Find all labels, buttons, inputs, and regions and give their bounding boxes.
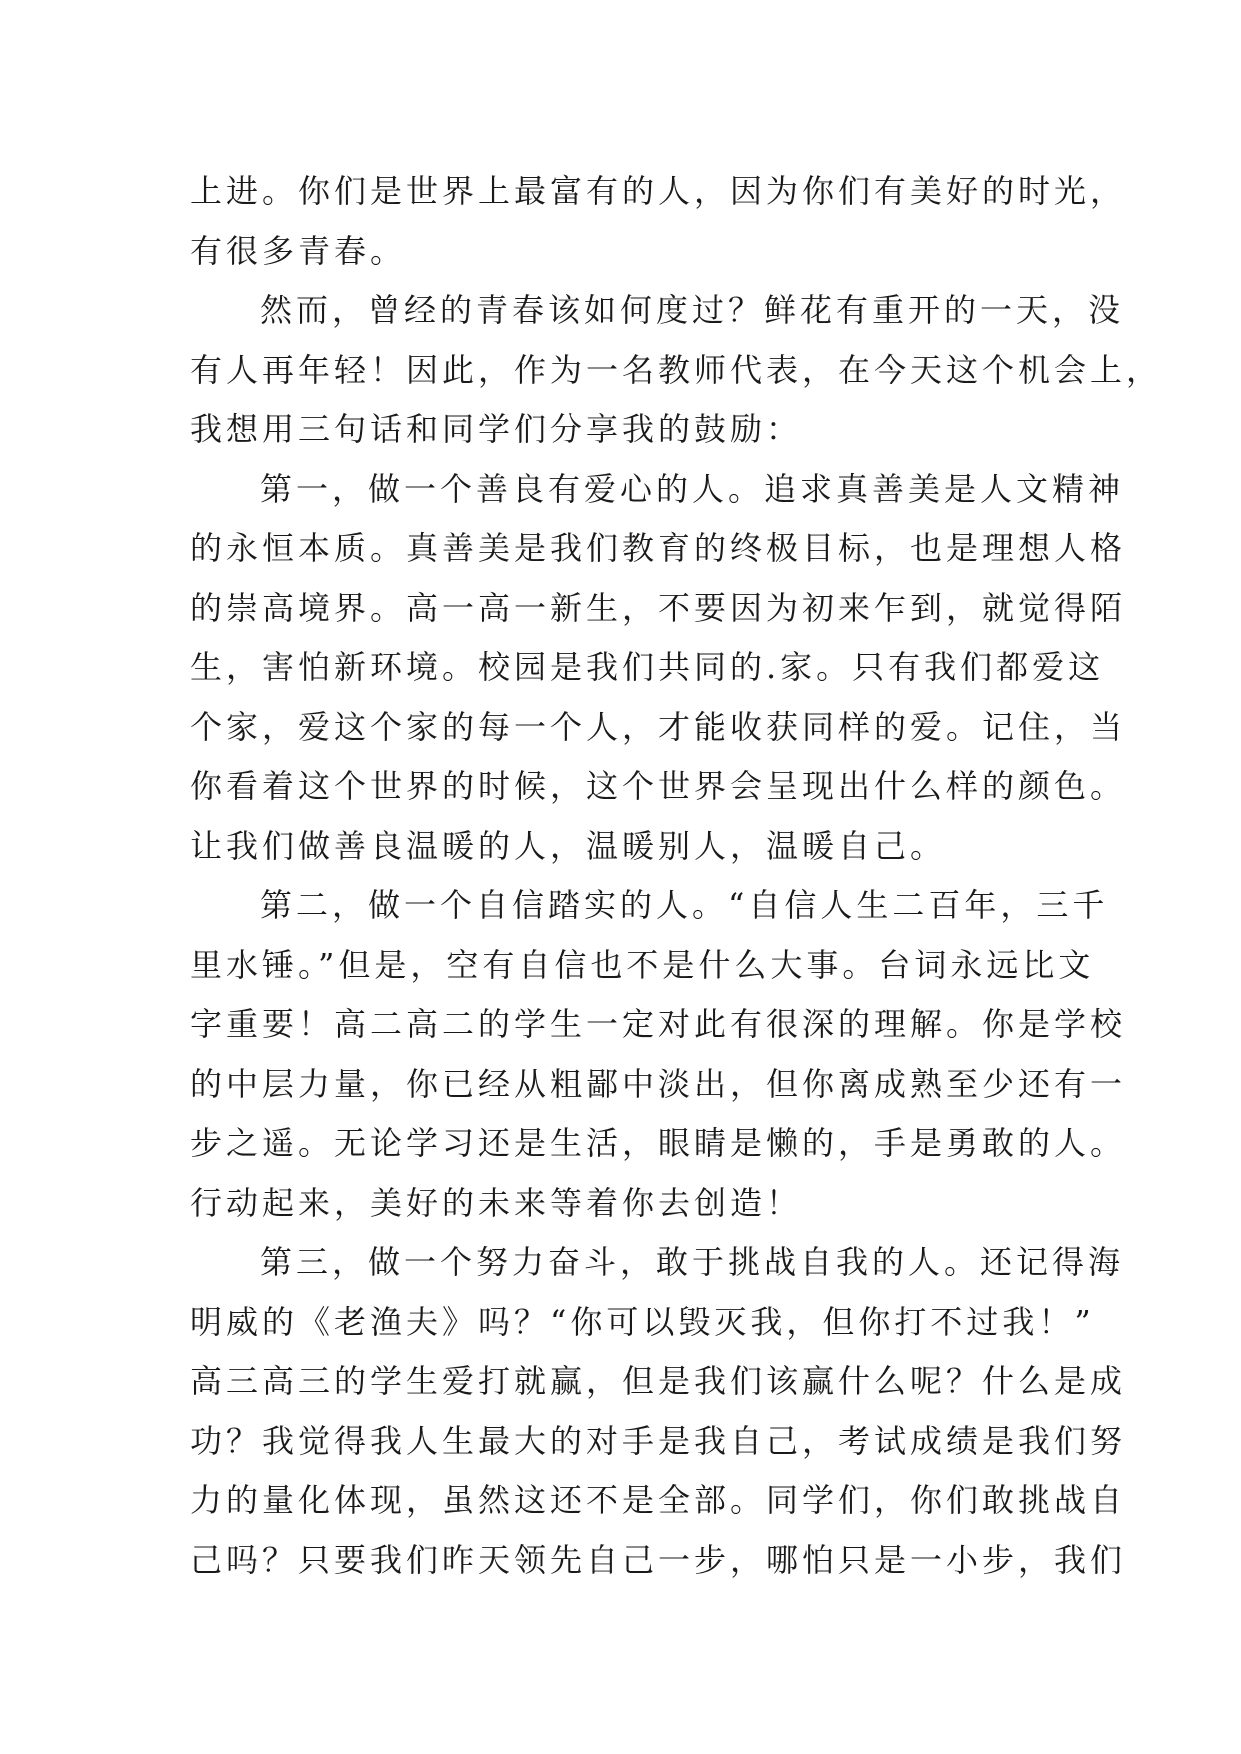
text-line: 步之遥。无论学习还是生活，眼睛是懒的，手是勇敢的人。 bbox=[190, 1124, 1127, 1162]
text-line: 里水锤。”但是，空有自信也不是什么大事。台词永远比文 bbox=[190, 945, 1095, 984]
text-line: 第二，做一个自信踏实的人。“自信人生二百年，三千 bbox=[260, 886, 1109, 924]
text-line: 上进。你们是世界上最富有的人，因为你们有美好的时光， bbox=[190, 172, 1127, 210]
text-line: 高三高三的学生爱打就赢，但是我们该赢什么呢？什么是成 bbox=[190, 1362, 1127, 1400]
text-line: 的崇高境界。高一高一新生，不要因为初来乍到，就觉得陌 bbox=[190, 588, 1127, 627]
text-line: 然而，曾经的青春该如何度过？鲜花有重开的一天，没 bbox=[260, 291, 1125, 329]
text-line: 有人再年轻！因此，作为一名教师代表，在今天这个机会上， bbox=[190, 350, 1163, 389]
text-line: 行动起来，美好的未来等着你去创造！ bbox=[190, 1183, 803, 1222]
text-line: 明威的《老渔夫》吗？“你可以毁灭我，但你打不过我！” bbox=[190, 1302, 1095, 1341]
text-line: 我想用三句话和同学们分享我的鼓励： bbox=[190, 410, 803, 448]
text-line: 的永恒本质。真善美是我们教育的终极目标，也是理想人格 bbox=[190, 529, 1127, 567]
text-line: 让我们做善良温暖的人，温暖别人，温暖自己。 bbox=[190, 826, 947, 865]
text-line: 生，害怕新环境。校园是我们共同的.家。只有我们都爱这 bbox=[190, 648, 1105, 686]
text-line: 字重要！高二高二的学生一定对此有很深的理解。你是学校 bbox=[190, 1005, 1127, 1043]
text-line: 第三，做一个努力奋斗，敢于挑战自我的人。还记得海 bbox=[260, 1243, 1125, 1281]
text-line: 第一，做一个善良有爱心的人。追求真善美是人文精神 bbox=[260, 469, 1125, 508]
text-line: 有很多青春。 bbox=[190, 231, 407, 270]
text-line: 的中层力量，你已经从粗鄙中淡出，但你离成熟至少还有一 bbox=[190, 1064, 1127, 1103]
text-line: 功？我觉得我人生最大的对手是我自己，考试成绩是我们努 bbox=[190, 1421, 1127, 1460]
text-line: 力的量化体现，虽然这还不是全部。同学们，你们敢挑战自 bbox=[190, 1481, 1127, 1519]
text-line: 个家，爱这个家的每一个人，才能收获同样的爱。记住，当 bbox=[190, 707, 1127, 746]
text-line: 己吗？只要我们昨天领先自己一步，哪怕只是一小步，我们 bbox=[190, 1540, 1127, 1579]
body-text bbox=[190, 162, 1163, 1590]
text-line: 你看着这个世界的时候，这个世界会呈现出什么样的颜色。 bbox=[190, 767, 1127, 805]
